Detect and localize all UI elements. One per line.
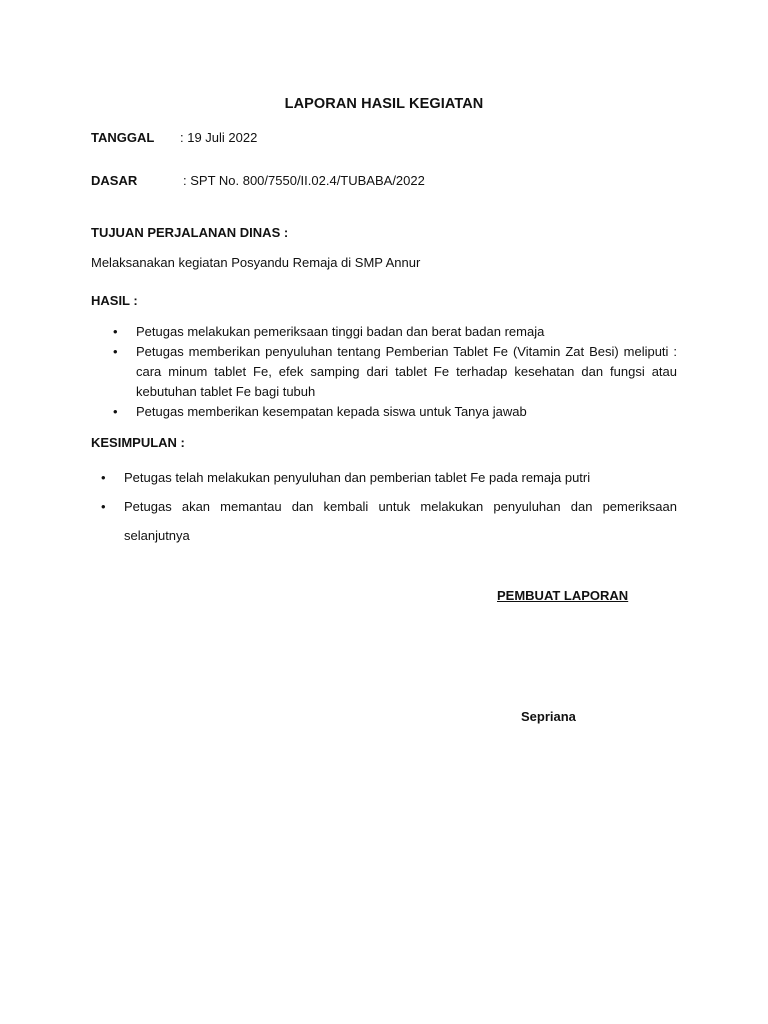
date-value: : 19 Juli 2022: [180, 130, 258, 145]
conclusion-heading: KESIMPULAN :: [91, 435, 185, 450]
conclusion-list: [91, 463, 677, 550]
bullet-icon: •: [113, 344, 118, 359]
list-item: [91, 402, 677, 422]
list-item: [91, 463, 677, 492]
list-item-text: Petugas telah melakukan penyuluhan dan pemberian tablet Fe pada remaja putri: [124, 470, 591, 485]
results-list: [91, 322, 677, 422]
list-item: [91, 342, 677, 402]
list-item-text: Petugas melakukan pemeriksaan tinggi badan dan berat badan remaja: [136, 324, 545, 339]
date-row: [91, 130, 258, 145]
results-heading: HASIL :: [91, 293, 138, 308]
basis-row: [91, 173, 425, 188]
list-item-text: Petugas memberikan kesempatan kepada siswa untuk Tanya jawab: [136, 404, 527, 419]
list-item: [91, 492, 677, 550]
basis-label: DASAR: [91, 173, 138, 188]
purpose-text: Melaksanakan kegiatan Posyandu Remaja di SMP Annur: [91, 255, 421, 270]
bullet-icon: •: [101, 499, 106, 514]
signature-label: PEMBUAT LAPORAN: [497, 588, 629, 603]
bullet-icon: •: [101, 470, 106, 485]
bullet-icon: •: [113, 404, 118, 419]
list-item: [91, 322, 677, 342]
purpose-heading: TUJUAN PERJALANAN DINAS :: [91, 225, 289, 240]
date-label: TANGGAL: [91, 130, 155, 145]
list-item-text: Petugas akan memantau dan kembali untuk melakukan penyuluhan dan pemeriksaan selanjutnya: [124, 499, 677, 543]
basis-value: : SPT No. 800/7550/II.02.4/TUBABA/2022: [183, 173, 425, 188]
signatory-name: Sepriana: [521, 709, 576, 724]
report-title: LAPORAN HASIL KEGIATAN: [284, 96, 484, 112]
bullet-icon: •: [113, 324, 118, 339]
list-item-text: Petugas memberikan penyuluhan tentang Pemberian Tablet Fe (Vitamin Zat Besi) meliputi : cara minum tablet Fe, efek samping dari tablet Fe terhadap kesehatan dan fungsi atau kebutuhan tablet Fe bagi tubuh: [136, 344, 677, 399]
